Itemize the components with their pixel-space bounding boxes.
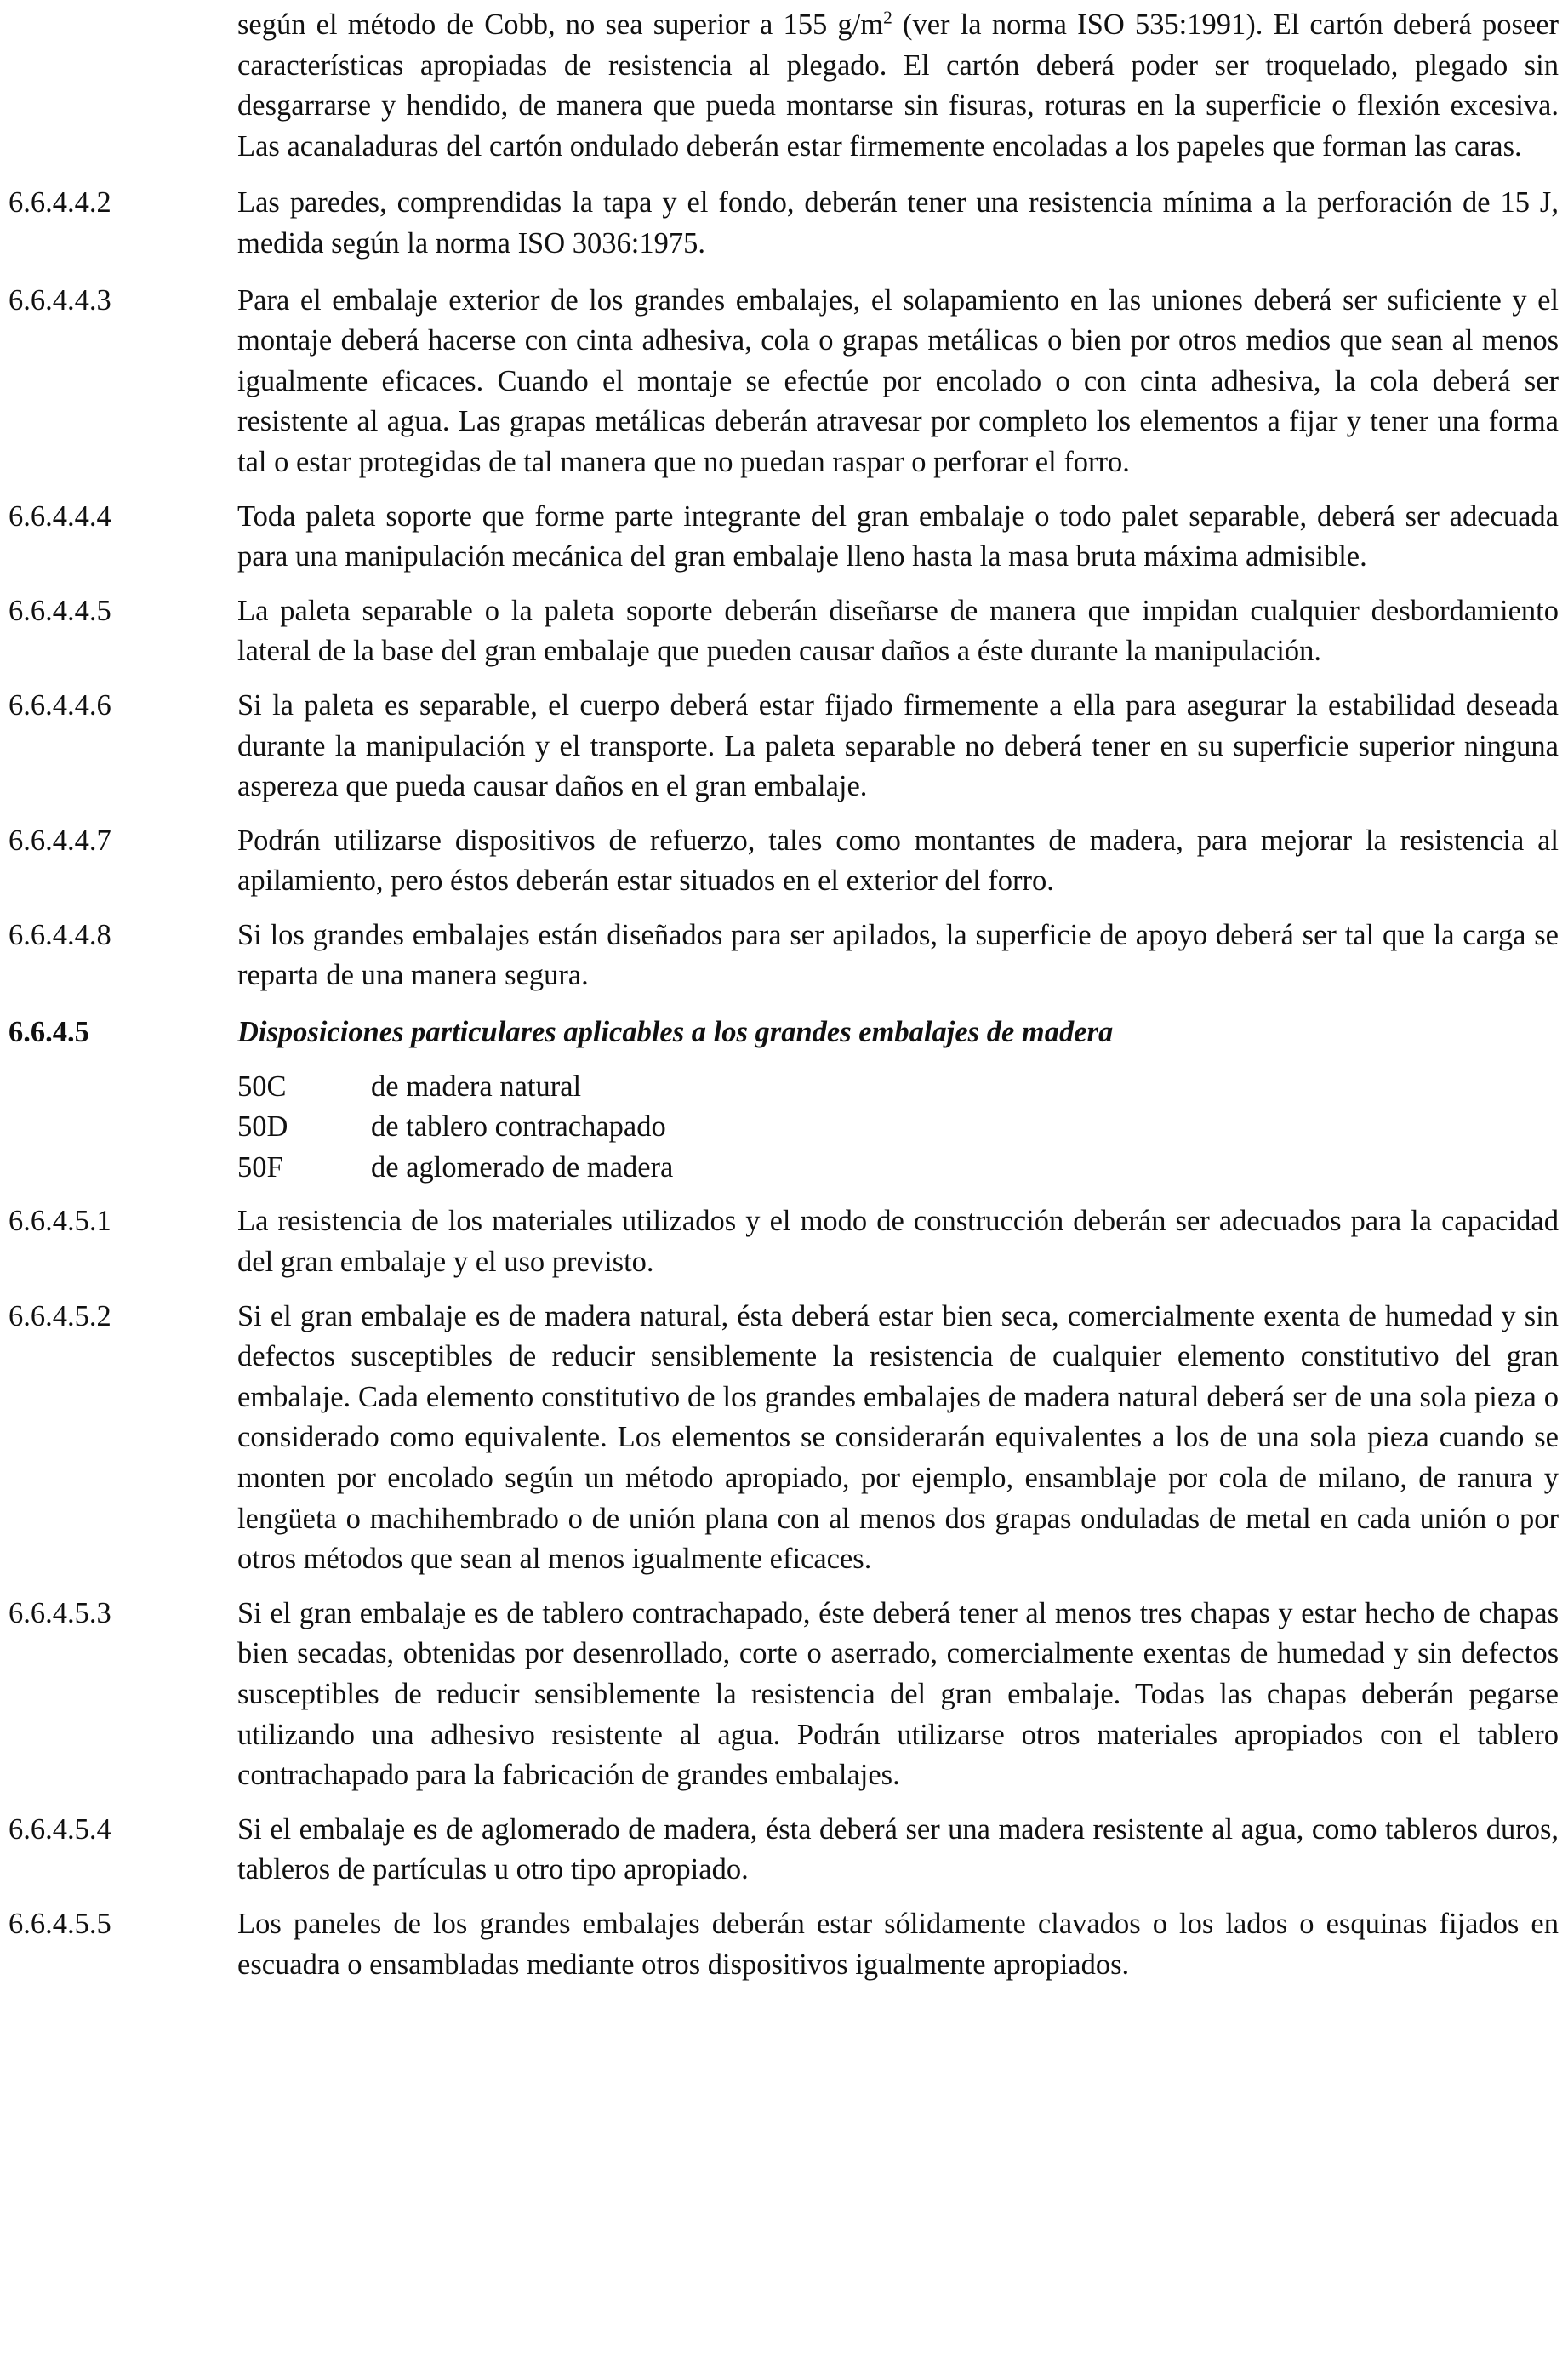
paragraph-text: Para el embalaje exterior de los grandes embalajes, el solapamiento en las uniones deberá ser suficiente y el montaje deberá hacerse con cinta adhesiva, cola o grapas metálicas o bien por otros medios que sean al menos igualmente eficaces. Cuando el montaje se efectúe por encolado o con cinta adhesiva, la cola deberá ser resistente al agua. Las grapas metálicas deberán atravesar por completo los elementos a fijar y tener una forma tal o estar protegidas de tal manera que no puedan raspar o perforar el forro. (237, 283, 1559, 478)
spacer (0, 1891, 1568, 1904)
paragraph-6-6-4-4-6 (0, 686, 1568, 807)
code: 50D (237, 1110, 288, 1144)
section-heading (0, 1013, 1568, 1053)
paragraph-number: 6.6.4.4.7 (9, 824, 111, 857)
paragraph-text: Si la paleta es separable, el cuerpo deberá estar fijado firmemente a ella para asegurar la estabilidad deseada durante la manipulación y el transporte. La paleta separable no deberá tener en su superficie superior ninguna aspereza que pueda causar daños en el gran embalaje. (237, 688, 1559, 803)
paragraph-6-6-4-4-7 (0, 821, 1568, 902)
code-row (237, 1148, 1568, 1189)
paragraph-number: 6.6.4.5.3 (9, 1596, 111, 1629)
paragraph-6-6-4-5-5 (0, 1904, 1568, 1985)
spacer (0, 1188, 1568, 1201)
spacer (0, 265, 1568, 281)
paragraph-6-6-4-4-8 (0, 916, 1568, 996)
spacer (0, 996, 1568, 1013)
continuation-paragraph (0, 5, 1568, 167)
paragraph-text: Toda paleta soporte que forme parte integrante del gran embalaje o todo palet separable, deberá ser adecuada para una manipulación mecánica del gran embalaje lleno hasta la masa bruta máxima admisible. (237, 499, 1559, 573)
section-title: Disposiciones particulares aplicables a los grandes embalajes de madera (237, 1016, 1114, 1049)
paragraph-6-6-4-4-5 (0, 591, 1568, 672)
paragraph-number: 6.6.4.5.2 (9, 1299, 111, 1332)
paragraph-6-6-4-4-3 (0, 281, 1568, 483)
paragraph-text (237, 5, 1559, 167)
paragraph-6-6-4-5-2 (0, 1297, 1568, 1580)
paragraph-number: 6.6.4.4.3 (9, 283, 111, 317)
paragraph-text: Si el gran embalaje es de tablero contrachapado, éste deberá tener al menos tres chapas y estar hecho de chapas bien secadas, obtenidas por desenrollado, corte o aserrado, comercialmente exentas de humedad y sin defectos susceptibles de reducir sensiblemente la resistencia del gran embalaje. Todas las chapas deberán pegarse utilizando una adhesivo resistente al agua. Podrán utilizarse otros materiales apropiados con el tablero contrachapado para la fabricación de grandes embalajes. (237, 1596, 1559, 1792)
spacer (0, 483, 1568, 497)
section-number: 6.6.4.5 (9, 1016, 89, 1049)
code-description: de tablero contrachapado (371, 1110, 666, 1144)
spacer (0, 1283, 1568, 1297)
code-list (237, 1067, 1568, 1189)
paragraph-text: Si el gran embalaje es de madera natural, ésta deberá estar bien seca, comercialmente exenta de humedad y sin defectos susceptibles de reducir sensiblemente la resistencia de cualquier elemento constitutivo del gran embalaje. Cada elemento constitutivo de los grandes embalajes de madera natural deberá ser de una sola pieza o considerado como equivalente. Los elementos se considerarán equivalentes a los de una sola pieza cuando se monten por encolado según un método apropiado, por ejemplo, ensamblaje por cola de milano, de ranura y lengüeta o machihembrado o de unión plana con al menos dos grapas onduladas de metal en cada unión o por otros métodos que sean al menos igualmente eficaces. (237, 1299, 1559, 1576)
paragraph-number: 6.6.4.5.1 (9, 1205, 111, 1238)
paragraph-number: 6.6.4.5.4 (9, 1812, 111, 1846)
intro-text-before: según el método de Cobb, no sea superior a 155 g/m (237, 9, 884, 41)
code-description: de aglomerado de madera (371, 1150, 674, 1184)
paragraph-number: 6.6.4.4.8 (9, 918, 111, 951)
paragraph-text: Si los grandes embalajes están diseñados para ser apilados, la superficie de apoyo deberá ser tal que la carga se reparta de una manera segura. (237, 918, 1559, 992)
spacer (0, 807, 1568, 821)
code: 50C (237, 1070, 287, 1103)
spacer (0, 1796, 1568, 1810)
intro-text-after: (ver la norma ISO 535:1991). El cartón deberá poseer características apropiadas de resistencia al plegado. El cartón deberá poder ser troquelado, plegado sin desgarrarse y hendido, de manera que pueda montarse sin fisuras, roturas en la superficie o flexión excesiva. Las acanaladuras del cartón ondulado deberán estar firmemente encoladas a los papeles que forman las caras. (237, 9, 1559, 163)
code: 50F (237, 1150, 283, 1184)
spacer (0, 672, 1568, 686)
paragraph-number: 6.6.4.4.6 (9, 688, 111, 722)
paragraph-6-6-4-5-1 (0, 1201, 1568, 1282)
paragraph-number: 6.6.4.4.4 (9, 499, 111, 533)
paragraph-text: Los paneles de los grandes embalajes deberán estar sólidamente clavados o los lados o esquinas fijados en escuadra o ensambladas mediante otros dispositivos igualmente apropiados. (237, 1907, 1559, 1981)
spacer (0, 167, 1568, 183)
code-row (237, 1107, 1568, 1148)
paragraph-6-6-4-5-4 (0, 1810, 1568, 1891)
spacer (0, 902, 1568, 916)
paragraph-text: Podrán utilizarse dispositivos de refuerzo, tales como montantes de madera, para mejorar la resistencia al apilamiento, pero éstos deberán estar situados en el exterior del forro. (237, 824, 1559, 898)
paragraph-text: La resistencia de los materiales utilizados y el modo de construcción deberán ser adecuados para la capacidad del gran embalaje y el uso previsto. (237, 1205, 1559, 1279)
paragraph-6-6-4-4-2 (0, 183, 1568, 264)
paragraph-number: 6.6.4.5.5 (9, 1907, 111, 1940)
paragraph-number: 6.6.4.4.2 (9, 186, 111, 220)
paragraph-text: Las paredes, comprendidas la tapa y el fondo, deberán tener una resistencia mínima a la perforación de 15 J, medida según la norma ISO 3036:1975. (237, 186, 1559, 260)
paragraph-6-6-4-5-3 (0, 1594, 1568, 1796)
spacer (0, 1053, 1568, 1067)
paragraph-6-6-4-4-4 (0, 497, 1568, 578)
spacer (0, 578, 1568, 591)
spacer (0, 1580, 1568, 1594)
code-row (237, 1067, 1568, 1108)
paragraph-text: La paleta separable o la paleta soporte deberán diseñarse de manera que impidan cualquier desbordamiento lateral de la base del gran embalaje que pueden causar daños a éste durante la manipulación. (237, 594, 1559, 668)
paragraph-text: Si el embalaje es de aglomerado de madera, ésta deberá ser una madera resistente al agua, como tableros duros, tableros de partículas u otro tipo apropiado. (237, 1812, 1559, 1886)
superscript: 2 (883, 7, 892, 28)
paragraph-number: 6.6.4.4.5 (9, 594, 111, 627)
code-description: de madera natural (371, 1070, 582, 1103)
